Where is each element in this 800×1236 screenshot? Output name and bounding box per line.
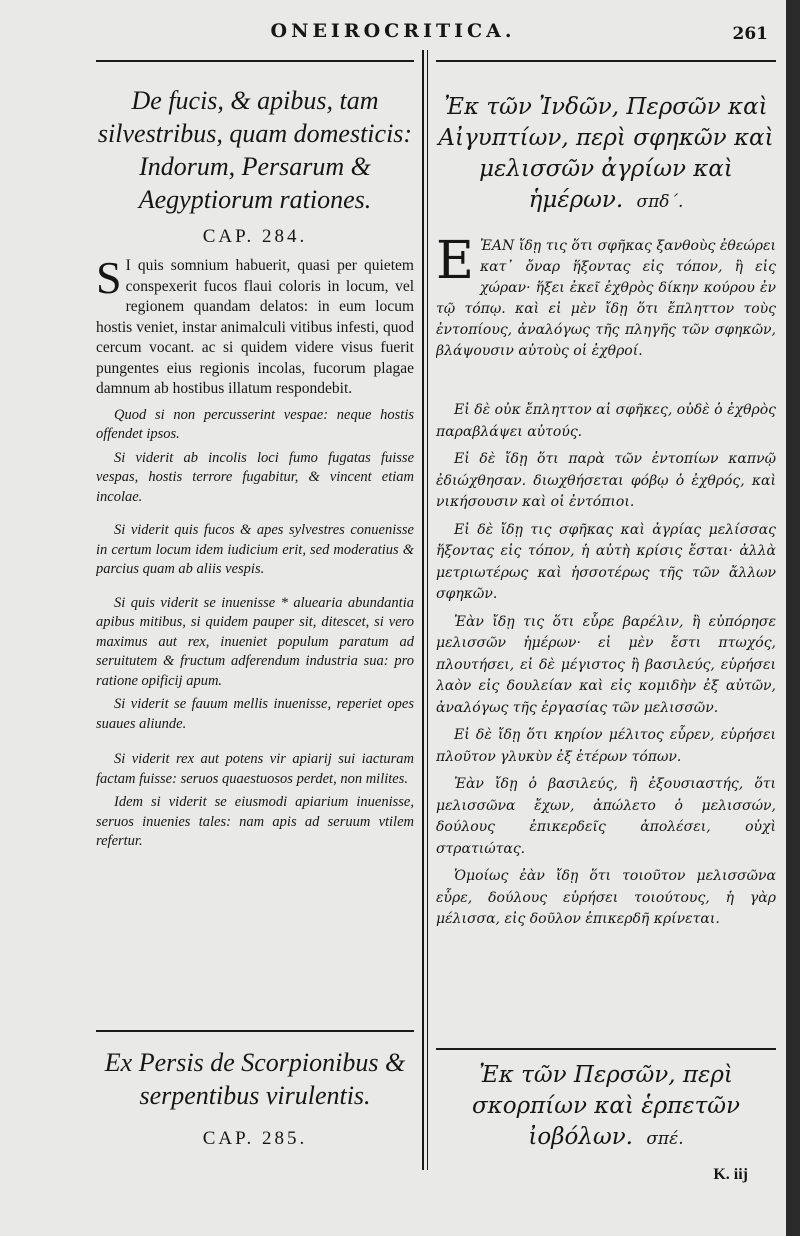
latin-opening-text: I quis somnium habuerit, quasi per quietem conspexerit fucos flaui coloris in locum, vel regionem quandam delatos: in eum locum hostis veniet, instar animalculi vitibus infesti, quod cercum vocant. ac si quidem videre visus fuerit pungentes eius regionis incolas, fucorum plagae damnum ab hostibus illatum respondebit. [96, 257, 414, 397]
column-divider [422, 50, 424, 1170]
latin-paragraph: Quod si non percusserint vespae: neque hostis offendet ipsos. [96, 406, 414, 442]
greek-paragraph: Εἰ δὲ ἴδῃ ὅτι κηρίον μέλιτος εὗρεν, εὑρήσει πλοῦτον γλυκὺν ἐξ ἑτέρων τόπων. [436, 727, 776, 765]
greek-section-rule [436, 1048, 776, 1050]
greek-next-heading [436, 1060, 776, 1155]
latin-opening-paragraph [96, 252, 414, 400]
latin-chapter-number: CAP. 284. [202, 226, 308, 247]
greek-chapter-number: σπδ΄. [636, 192, 684, 212]
greek-next-section [436, 1060, 776, 1161]
latin-dropcap: S [96, 252, 122, 303]
greek-paragraph: Εἰ δὲ ἴδῃ ὅτι παρὰ τῶν ἐντοπίων καπνῷ ἐδιώχθησαν. διωχθήσεται φόβῳ ὁ ἐχθρός, καὶ νικήσουσιν καὶ οἱ ἐντόπιοι. [436, 451, 776, 510]
greek-next-heading-text: Ἐκ τῶν Περσῶν, περὶ σκορπίων καὶ ἑρπετῶν ἰοβόλων. [471, 1062, 741, 1150]
greek-paragraph: Εἰ δὲ ἴδῃ τις σφῆκας καὶ ἀγρίας μελίσσας ἥξοντας εἰς τόπον, ἡ αὐτὴ κρίσις ἔσται· ἀλλὰ μετριωτέρως καὶ ἡσσοτέρως τῆς τῶν ἄλλων σφηκῶν. [436, 521, 776, 602]
spacer [96, 584, 414, 594]
latin-paragraph: Si viderit se fauum mellis inuenisse, reperiet opes suaues aliunde. [96, 696, 414, 732]
spacer [436, 370, 776, 400]
greek-chapter-heading [436, 92, 776, 218]
greek-paragraph: Ἐὰν ἴδῃ τις ὅτι εὗρε βαρέλιν, ἢ εὐπόρησε μελισσῶν ἡμέρων· εἰ μὲν ἔστι πτωχός, πλουτήσει, εἰ δὲ μέγιστος ἢ βασιλεύς, εὑρήσει λαὸν εἰς δουλείαν καὶ εἰς κομιδὴν ἐξ αὐτῶν, ἀναλόγως τῆς ἐργασίας τῶν μελισσῶν. [436, 613, 776, 716]
signature-mark: K. iij [713, 1166, 748, 1183]
greek-paragraph: Ὁμοίως ἐὰν ἴδῃ ὅτι τοιοῦτον μελισσῶνα εὗρε, δούλους εὑρήσει τοιούτους, ἡ γὰρ μέλισσα, εἰς δοῦλον ἐπικερδῆ κρίνεται. [436, 868, 776, 927]
latin-paragraph: Si quis viderit se inuenisse * aluearia abundantia apibus mitibus, si quidem pauper sit, ditescet, si vero maximus aut rex, inueniet populum paratum ad seruitutem & fructum adferendum industria sua: pro ratione opificij apum. [96, 594, 414, 689]
latin-next-section [96, 1040, 414, 1158]
spacer [96, 511, 414, 521]
latin-column [96, 78, 414, 1168]
greek-paragraph: Εἰ δὲ οὐκ ἔπληττον αἱ σφῆκες, οὐδὲ ὁ ἐχθρὸς παραβλάψει αὐτούς. [436, 402, 776, 440]
greek-heading-text: Ἐκ τῶν Ἰνδῶν, Περσῶν καὶ Αἰγυπτίων, περὶ σφηκῶν καὶ μελισσῶν ἀγρίων καὶ ἡμέρων. [438, 94, 774, 213]
greek-dropcap: Ε [436, 231, 474, 291]
column-divider-inner [427, 50, 428, 1170]
greek-opening-text: ἘΑΝ ἴδῃ τις ὅτι σφῆκας ξανθοὺς ἐθεώρει κατ᾽ ὄναρ ἥξοντας εἰς τόπον, ἢ εἰς χώραν· ἥξει ἐκεῖ ἐχθρὸς δίκην κούρου ἐν τῷ τόπῳ. καὶ εἰ μὲν ἴδῃ ὅτι ἔπληττον τοὺς ἐντοπίους, ἀναλόγως τῆς πληγῆς τῶν σφηκῶν, βλάψουσιν αὐτοὺς οἱ ἐχθροί. [436, 238, 776, 359]
latin-next-heading: Ex Persis de Scorpionibus & serpentibus virulentis. [104, 1048, 406, 1110]
latin-paragraph: Si viderit quis fucos & apes sylvestres conuenisse in certum locum idem iudicium erit, sed moderatius & parcius quam ab aliis vespis. [96, 522, 414, 577]
top-rule-left [96, 60, 414, 62]
top-rule-right [436, 60, 776, 62]
page-number: 261 [732, 24, 768, 44]
greek-column [436, 78, 776, 1168]
latin-paragraph: Idem si viderit se eiusmodi apiarium inuenisse, seruos inuenies tales: nam apis ad seruum vtilem refertur. [96, 794, 414, 849]
latin-paragraph: Si viderit rex aut potens vir apiarij sui iacturam factam fuisse: seruos quaestuosos perdet, non milites. [96, 751, 414, 787]
latin-chapter-heading: De fucis, & apibus, tam silvestribus, quam domesticis: Indorum, Persarum & Aegyptiorum rationes. [97, 86, 413, 214]
greek-next-chapter-number: σπέ. [646, 1129, 684, 1149]
latin-paragraph: Si viderit ab incolis loci fumo fugatas fuisse vespas, hostis terrore fugabitur, & vincent etiam incolae. [96, 449, 414, 505]
running-title: ONEIROCRITICA. [270, 20, 516, 42]
latin-section-rule [96, 1030, 414, 1032]
greek-paragraph: Ἐὰν ἴδῃ ὁ βασιλεύς, ἢ ἐξουσιαστής, ὅτι μελισσῶνα ἔχων, ἀπώλετο ὁ μελισσών, δούλους ἐπικερδεῖς ἀπολέσει, οὐχὶ στρατιώτας. [436, 776, 776, 857]
spacer [96, 738, 414, 750]
greek-opening-paragraph [436, 231, 776, 362]
latin-next-chapter-number: CAP. 285. [202, 1128, 308, 1149]
